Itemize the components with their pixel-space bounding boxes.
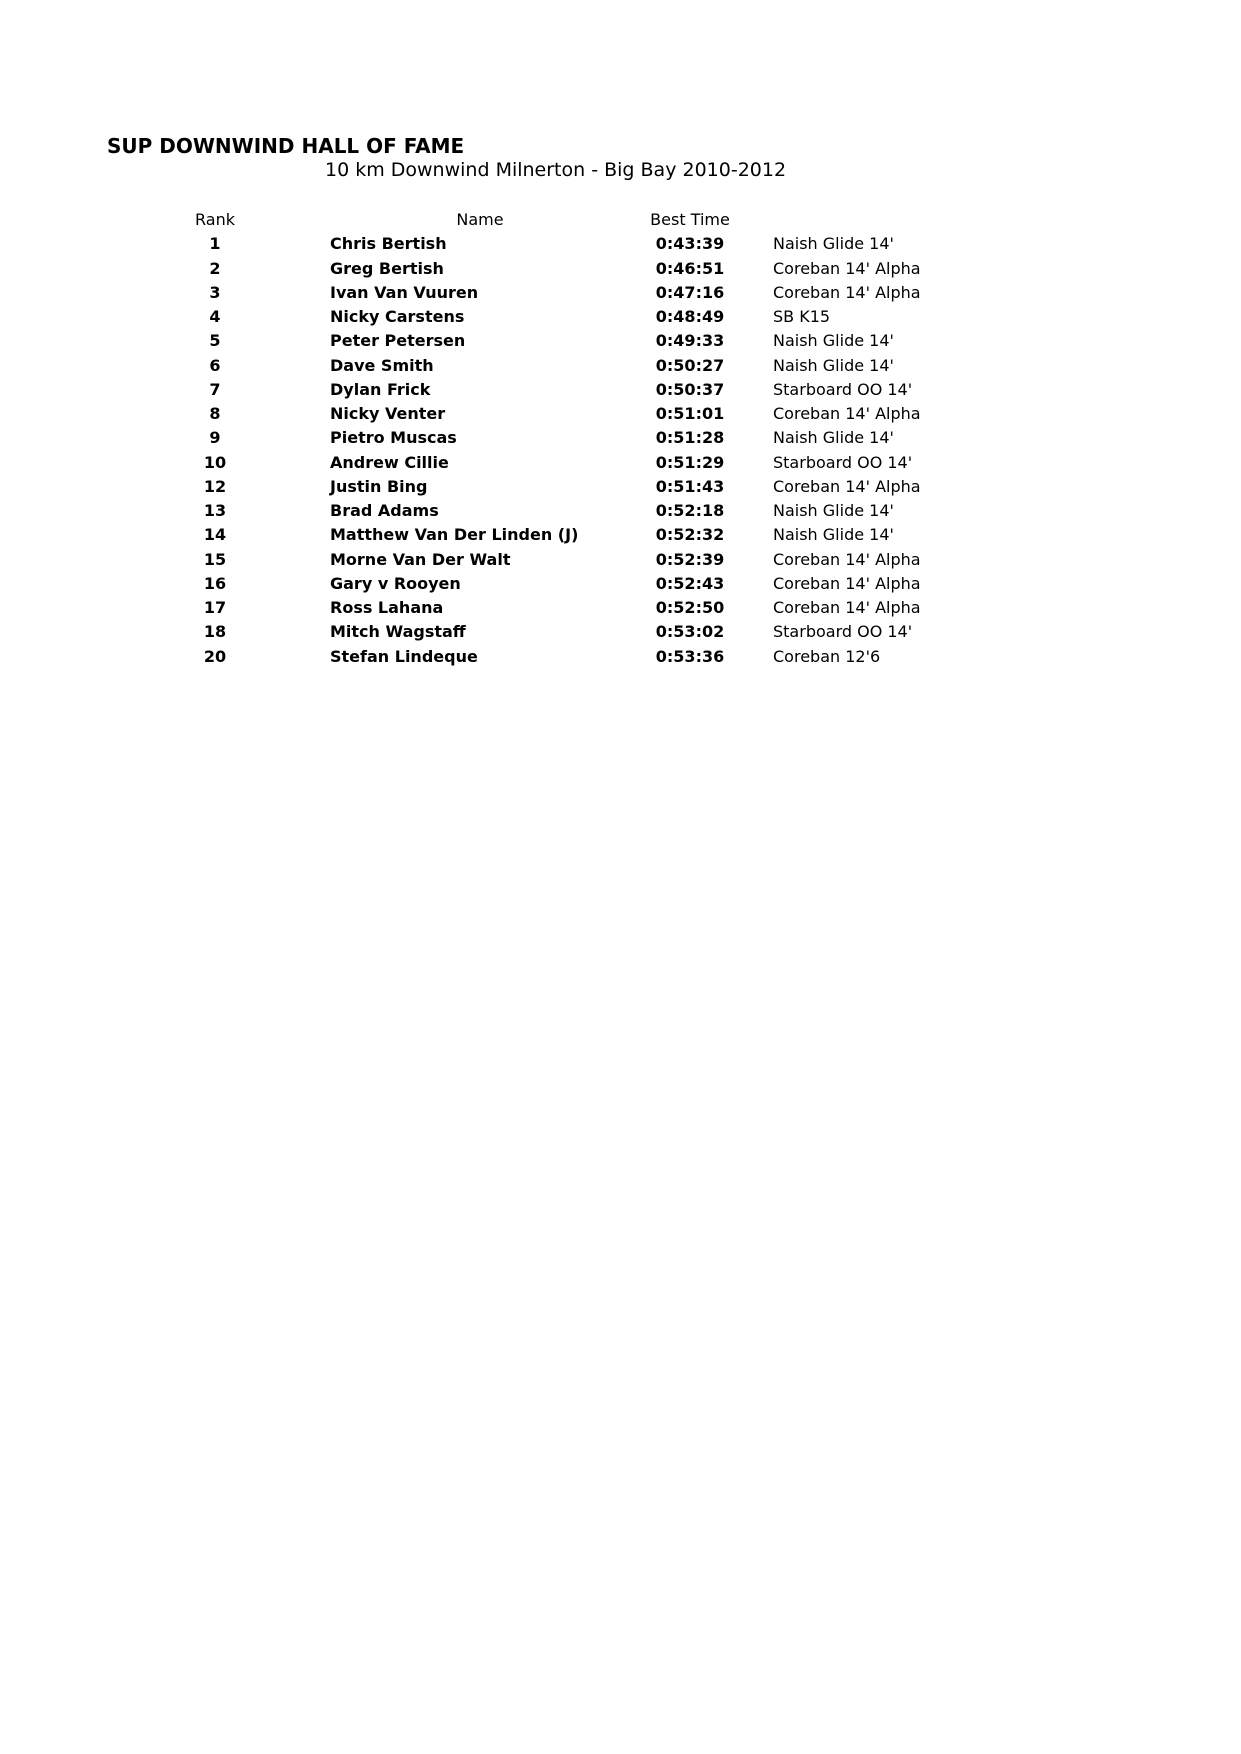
board-cell: Naish Glide 14'	[773, 501, 894, 520]
table-header-row	[150, 208, 1070, 232]
time-cell: 0:47:16	[655, 282, 725, 302]
table-row	[150, 281, 1070, 305]
board-cell: Coreban 14' Alpha	[773, 549, 921, 569]
table-row	[150, 378, 1070, 402]
name-cell: Dylan Frick	[330, 379, 431, 399]
board-cell: Coreban 14' Alpha	[773, 573, 921, 593]
table-row	[150, 329, 1070, 353]
rank-cell: 8	[209, 404, 221, 423]
rank-cell: 5	[209, 331, 221, 351]
board-column-header	[750, 208, 1070, 232]
table-row	[150, 354, 1070, 378]
time-cell: 0:52:50	[655, 598, 725, 617]
time-cell: 0:50:27	[655, 355, 725, 375]
rank-cell: 2	[209, 258, 221, 278]
board-cell: Coreban 14' Alpha	[773, 476, 921, 496]
rank-cell: 9	[209, 428, 221, 448]
board-cell: Coreban 14' Alpha	[773, 282, 921, 302]
table-row	[150, 426, 1070, 450]
rank-cell: 6	[209, 355, 221, 375]
rank-cell: 4	[209, 307, 221, 326]
table-row	[150, 475, 1070, 499]
table-body	[150, 232, 1070, 669]
name-cell: Justin Bing	[330, 476, 428, 496]
board-cell: Naish Glide 14'	[773, 331, 894, 351]
table-row	[150, 232, 1070, 256]
board-cell: Coreban 14' Alpha	[773, 404, 921, 423]
name-cell: Nicky Venter	[330, 404, 446, 423]
rank-cell: 20	[203, 646, 227, 666]
rank-column-header: Rank	[195, 210, 235, 229]
table-row	[150, 499, 1070, 523]
rank-cell: 17	[203, 598, 227, 617]
name-cell: Ross Lahana	[330, 598, 444, 617]
rank-cell: 12	[203, 476, 227, 496]
best-time-column-header: Best Time	[650, 210, 730, 229]
name-cell: Brad Adams	[330, 501, 439, 520]
table-row	[150, 645, 1070, 669]
name-cell: Matthew Van Der Linden (J)	[330, 525, 579, 545]
time-cell: 0:49:33	[655, 331, 725, 351]
time-cell: 0:52:18	[655, 501, 725, 520]
results-table	[150, 208, 1070, 669]
name-cell: Chris Bertish	[330, 234, 447, 254]
time-cell: 0:50:37	[655, 379, 725, 399]
time-cell: 0:52:43	[655, 573, 725, 593]
name-cell: Gary v Rooyen	[330, 573, 461, 593]
name-cell: Pietro Muscas	[330, 428, 457, 448]
time-cell: 0:52:39	[655, 549, 725, 569]
time-cell: 0:53:36	[655, 646, 725, 666]
board-cell: Naish Glide 14'	[773, 355, 894, 375]
table-row	[150, 548, 1070, 572]
rank-cell: 7	[209, 379, 221, 399]
time-cell: 0:51:28	[655, 428, 725, 448]
board-cell: Starboard OO 14'	[773, 622, 913, 642]
rank-cell: 16	[203, 573, 227, 593]
table-row	[150, 572, 1070, 596]
page-title: SUP DOWNWIND HALL OF FAME	[107, 134, 465, 158]
rank-cell: 1	[209, 234, 221, 254]
rank-cell: 3	[209, 282, 221, 302]
name-column-header: Name	[456, 210, 504, 229]
board-cell: Starboard OO 14'	[773, 452, 913, 472]
board-cell: Naish Glide 14'	[773, 525, 894, 545]
name-cell: Andrew Cillie	[330, 452, 449, 472]
board-cell: Coreban 14' Alpha	[773, 258, 921, 278]
rank-cell: 13	[203, 501, 227, 520]
board-cell: Starboard OO 14'	[773, 379, 913, 399]
board-cell: Coreban 14' Alpha	[773, 598, 921, 617]
page-subtitle: 10 km Downwind Milnerton - Big Bay 2010-2012	[325, 159, 787, 181]
time-cell: 0:53:02	[655, 622, 725, 642]
rank-cell: 10	[203, 452, 227, 472]
table-row	[150, 596, 1070, 620]
time-cell: 0:51:29	[655, 452, 725, 472]
time-cell: 0:52:32	[655, 525, 725, 545]
name-cell: Stefan Lindeque	[330, 646, 478, 666]
table-row	[150, 305, 1070, 329]
name-cell: Peter Petersen	[330, 331, 466, 351]
name-cell: Morne Van Der Walt	[330, 549, 511, 569]
rank-cell: 15	[203, 549, 227, 569]
board-cell: Naish Glide 14'	[773, 234, 894, 254]
rank-cell: 18	[203, 622, 227, 642]
table-row	[150, 620, 1070, 644]
time-cell: 0:51:01	[655, 404, 725, 423]
table-row	[150, 257, 1070, 281]
rank-cell: 14	[203, 525, 227, 545]
time-cell: 0:48:49	[655, 307, 725, 326]
table-row	[150, 402, 1070, 426]
name-cell: Nicky Carstens	[330, 307, 465, 326]
time-cell: 0:51:43	[655, 476, 725, 496]
name-cell: Mitch Wagstaff	[330, 622, 466, 642]
board-cell: Naish Glide 14'	[773, 428, 894, 448]
board-cell: Coreban 12'6	[773, 646, 881, 666]
name-cell: Ivan Van Vuuren	[330, 282, 479, 302]
name-cell: Dave Smith	[330, 355, 434, 375]
table-row	[150, 451, 1070, 475]
board-cell: SB K15	[773, 307, 831, 326]
time-cell: 0:43:39	[655, 234, 725, 254]
time-cell: 0:46:51	[655, 258, 725, 278]
name-cell: Greg Bertish	[330, 258, 444, 278]
table-row	[150, 523, 1070, 547]
